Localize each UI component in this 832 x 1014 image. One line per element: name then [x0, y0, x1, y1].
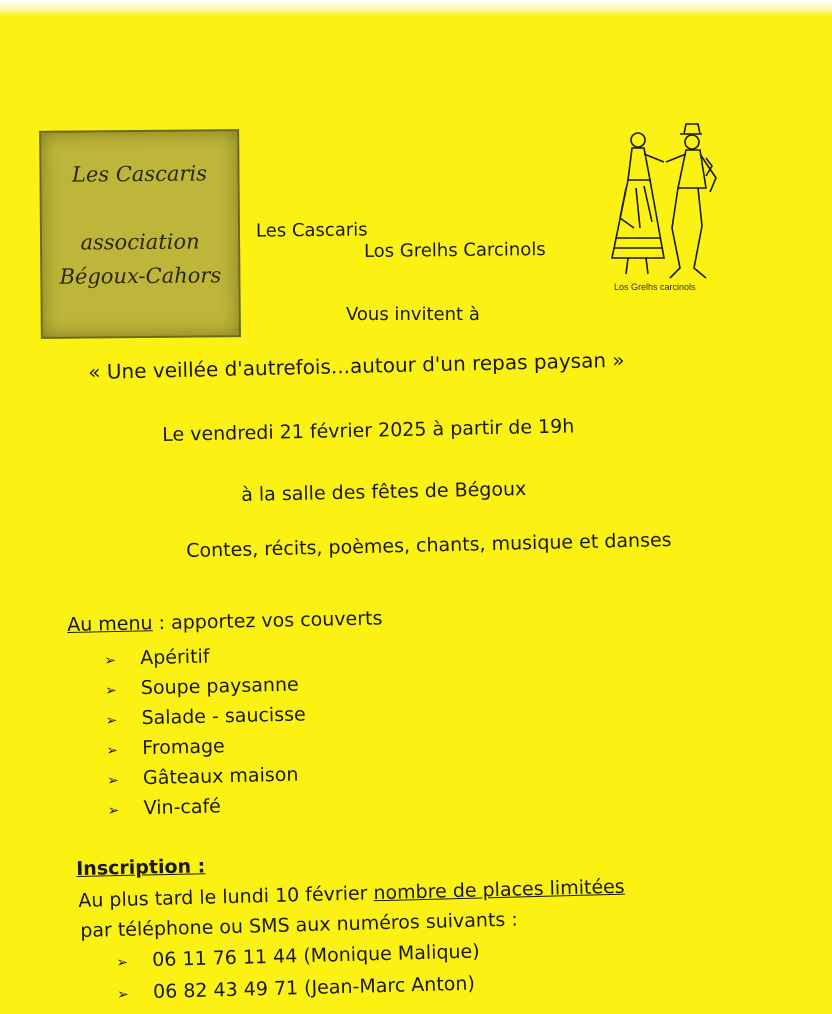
bullet-arrow-icon: ➢: [105, 712, 118, 729]
scan-edge: [0, 0, 832, 16]
event-date: Le vendredi 21 février 2025 à partir de 19h: [162, 415, 575, 446]
inscription-heading: Inscription :: [76, 855, 206, 880]
inscription-deadline: [78, 876, 625, 912]
list-item: [107, 793, 308, 828]
limited-places-note: nombre de places limitées: [373, 875, 625, 905]
bullet-arrow-icon: ➢: [106, 742, 119, 759]
bullet-arrow-icon: ➢: [116, 954, 129, 971]
list-item: [106, 733, 307, 768]
bullet-arrow-icon: ➢: [106, 772, 119, 789]
event-title: « Une veillée d'autrefois...autour d'un repas paysan »: [88, 347, 625, 384]
event-activities: Contes, récits, poèmes, chants, musique et danses: [186, 528, 672, 562]
menu-heading: [67, 607, 383, 636]
list-item: [107, 763, 308, 798]
phone-list: [116, 940, 481, 1013]
menu-item-label: Soupe paysanne: [140, 673, 299, 700]
phone-number: 06 82 43 49 71 (Jean-Marc Anton): [152, 972, 476, 1004]
inscription-deadline-text: Au plus tard le lundi 10 février: [78, 882, 374, 912]
menu-note: : apportez vos couverts: [152, 607, 383, 635]
logo-line-type: association: [80, 229, 200, 255]
list-item: [105, 703, 306, 738]
dancers-caption: Los Grelhs carcinols: [614, 282, 696, 292]
menu-item-label: Gâteaux maison: [142, 763, 299, 790]
menu-item-label: Salade - saucisse: [141, 703, 306, 730]
logo-line-name: Les Cascaris: [71, 161, 208, 187]
list-item: [104, 643, 305, 678]
inscription-contact-method: par téléphone ou SMS aux numéros suivants :: [80, 908, 519, 942]
bullet-arrow-icon: ➢: [104, 682, 117, 699]
bullet-arrow-icon: ➢: [116, 986, 130, 1003]
bullet-arrow-icon: ➢: [107, 802, 120, 819]
org-name-cascaris: Les Cascaris: [255, 219, 368, 242]
phone-number: 06 11 76 11 44 (Monique Malique): [151, 940, 480, 972]
logo-line-place: Bégoux-Cahors: [59, 263, 222, 289]
event-place: à la salle des fêtes de Bégoux: [241, 478, 527, 506]
menu-item-label: Apéritif: [139, 645, 210, 670]
association-logo: [39, 129, 241, 339]
org-name-grelhs: Los Grelhs Carcinols: [363, 239, 546, 262]
bullet-arrow-icon: ➢: [104, 652, 117, 669]
menu-item-label: Vin-café: [143, 795, 222, 820]
menu-label: Au menu: [67, 612, 153, 636]
menu-list: [104, 643, 308, 827]
invite-line: Vous invitent à: [346, 304, 480, 325]
menu-item-label: Fromage: [142, 735, 225, 760]
list-item: [105, 673, 306, 708]
folk-dancers-illustration: [606, 118, 736, 300]
